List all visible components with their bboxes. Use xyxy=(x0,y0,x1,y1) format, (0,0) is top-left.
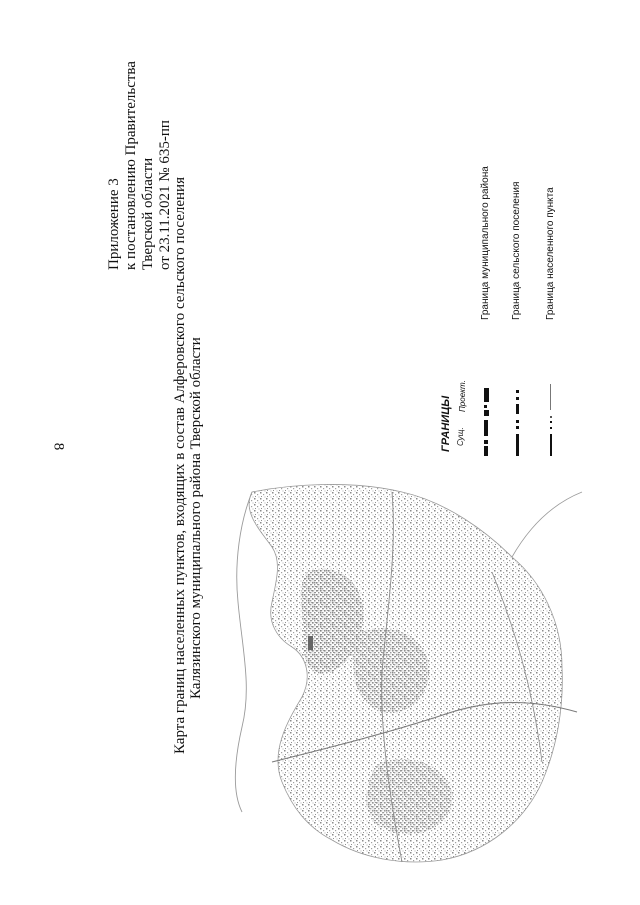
legend-swatches xyxy=(470,380,580,460)
legend-label-settlement: Граница населенного пункта xyxy=(545,187,556,320)
settlement-boundary-map xyxy=(212,462,592,882)
map-title xyxy=(172,177,204,754)
title-line: Карта границ населенных пунктов, входящих в состав Алферовского сельского поселения xyxy=(172,177,188,754)
appendix-block xyxy=(106,61,174,270)
legend-col-existing: Сущ. xyxy=(456,427,465,446)
page-number: 8 xyxy=(50,442,67,451)
legend-swatch-rural xyxy=(516,390,519,456)
legend-swatch-municipal xyxy=(484,388,489,456)
legend-heading: ГРАНИЦЫ xyxy=(440,395,452,452)
appendix-line: Приложение 3 xyxy=(106,178,122,270)
district-outline-east xyxy=(512,492,582,557)
legend-label-rural: Граница сельского поселения xyxy=(511,181,522,320)
appendix-line: от 23.11.2021 № 635-пп xyxy=(157,120,173,270)
legend-swatch-settlement xyxy=(550,384,552,456)
appendix-line: Тверской области xyxy=(140,157,156,270)
settlement-marker xyxy=(308,636,313,650)
title-line: Калязинского муниципального района Тверской области xyxy=(188,337,204,699)
legend-col-project: Проект. xyxy=(458,380,467,412)
legend-label-municipal: Граница муниципального района xyxy=(480,166,491,320)
district-outline xyxy=(235,492,252,812)
appendix-line: к постановлению Правительства xyxy=(123,61,139,270)
